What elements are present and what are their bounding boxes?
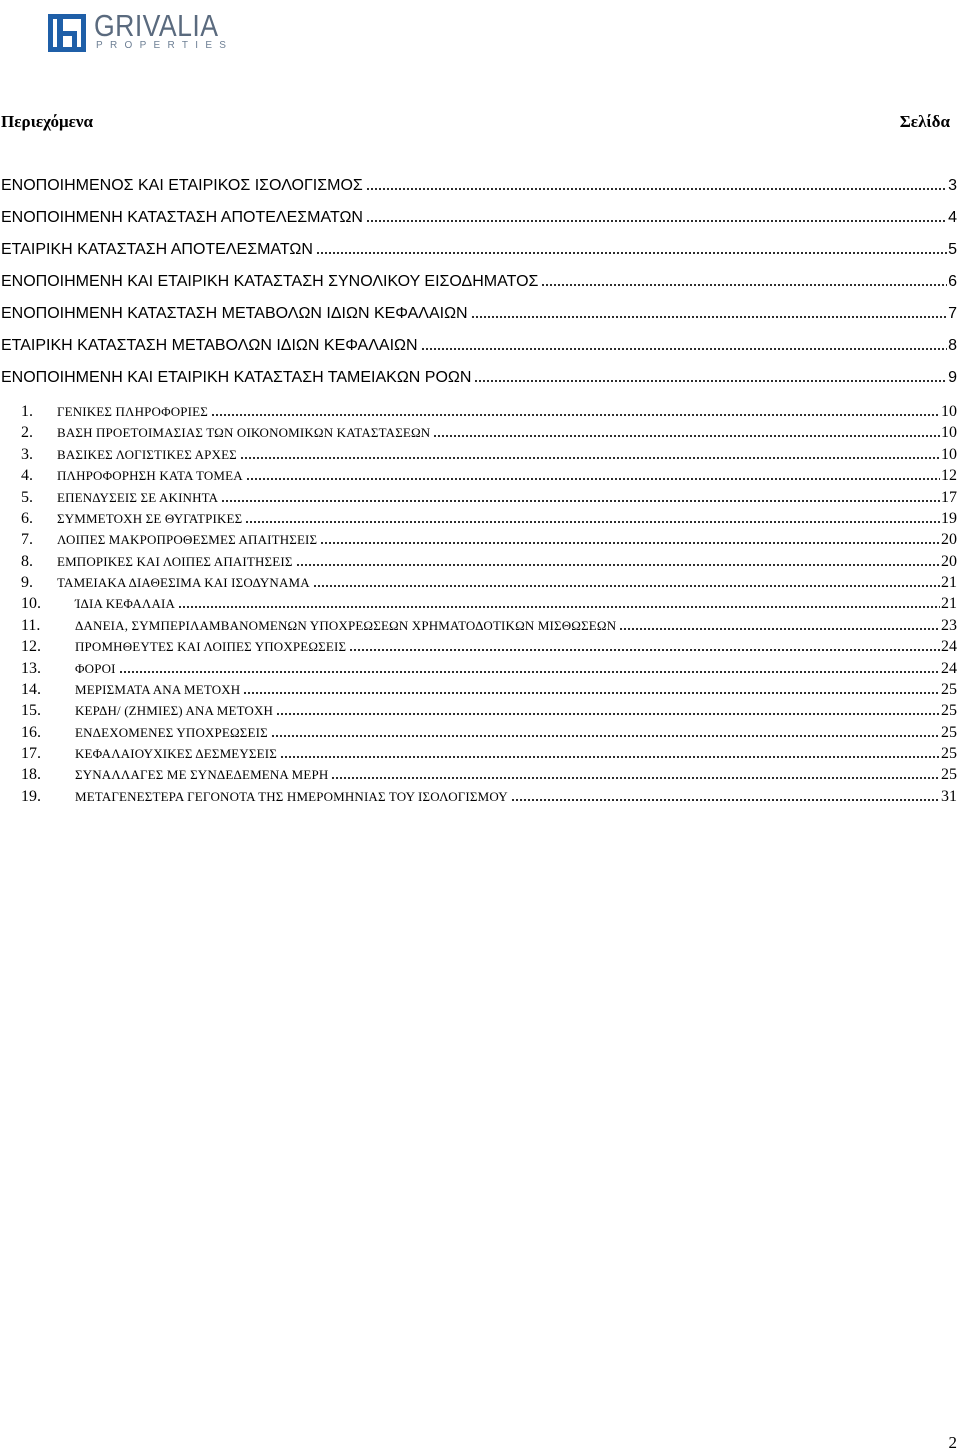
toc-entry-number: 16. bbox=[21, 723, 41, 741]
toc-entry-page: 10 bbox=[941, 403, 957, 420]
toc-leader bbox=[246, 521, 940, 523]
toc-leader bbox=[434, 435, 940, 437]
toc-entry-title: ΕΝΟΠΟΙΗΜΕΝΗ ΚΑΤΑΣΤΑΣΗ ΜΕΤΑΒΟΛΩΝ ΙΔΙΩΝ ΚΕΦΑΛΑΙΩΝ bbox=[1, 305, 468, 322]
toc-entry-number: 12. bbox=[21, 638, 41, 656]
toc-entry-page: 5 bbox=[948, 241, 957, 258]
toc-heading: Περιεχόμενα bbox=[1, 112, 93, 131]
toc-entry[interactable] bbox=[1, 202, 957, 234]
toc-entry-page: 17 bbox=[941, 488, 957, 506]
toc-entry[interactable] bbox=[21, 636, 957, 657]
toc-entry-number: 19. bbox=[21, 787, 41, 805]
toc-entry-title: ΕΜΠΟΡΙΚΕΣ ΚΑΙ ΛΟΙΠΕΣ ΑΠΑΙΤΗΣΕΙΣ bbox=[57, 553, 293, 569]
toc-entry-title: ΒΑΣΗ ΠΡΟΕΤΟΙΜΑΣΙΑΣ ΤΩΝ ΟΙΚΟΝΟΜΙΚΩΝ ΚΑΤΑΣΤΑΣΕΩΝ bbox=[57, 425, 431, 441]
toc-entry-page: 10 bbox=[941, 445, 957, 463]
toc-entry-number: 3. bbox=[21, 445, 33, 463]
toc-entry[interactable] bbox=[21, 508, 957, 529]
toc-entry-page: 23 bbox=[941, 616, 957, 634]
toc-entry-number: 4. bbox=[21, 467, 33, 485]
toc-entry-title: ΣΥΜΜΕΤΟΧΗ ΣΕ ΘΥΓΑΤΡΙΚΕΣ bbox=[57, 510, 243, 526]
toc-entry-page: 4 bbox=[948, 209, 957, 226]
toc-entry[interactable] bbox=[1, 298, 957, 330]
toc-entry-number: 15. bbox=[21, 702, 41, 720]
toc-leader bbox=[314, 585, 940, 587]
toc-entry[interactable] bbox=[1, 266, 957, 298]
toc-entry[interactable] bbox=[21, 615, 957, 636]
toc-entry[interactable] bbox=[1, 330, 957, 362]
logo-name: GRIVALIA bbox=[94, 8, 219, 43]
toc-leader bbox=[281, 756, 940, 758]
toc-entry[interactable] bbox=[21, 593, 957, 614]
toc-leader bbox=[620, 628, 940, 630]
toc-entry-number: 13. bbox=[21, 659, 41, 677]
toc-entry-title: ΒΑΣΙΚΕΣ ΛΟΓΙΣΤΙΚΕΣ ΑΡΧΕΣ bbox=[57, 446, 237, 462]
toc-entry-title: ΛΟΙΠΕΣ ΜΑΚΡΟΠΡΟΘΕΣΜΕΣ ΑΠΑΙΤΗΣΕΙΣ bbox=[57, 532, 318, 548]
toc-leader bbox=[244, 692, 940, 694]
toc-entry-page: 25 bbox=[941, 745, 957, 762]
toc-entry[interactable] bbox=[21, 658, 957, 679]
toc-entry[interactable] bbox=[21, 786, 957, 807]
toc-entry-page: 25 bbox=[941, 702, 957, 720]
toc-entry-title: ΕΠΕΝΔΥΣΕΙΣ ΣΕ ΑΚΙΝΗΤΑ bbox=[57, 489, 219, 505]
toc-entry[interactable] bbox=[21, 487, 957, 508]
toc-entry-number: 5. bbox=[21, 488, 33, 506]
toc-entry-page: 24 bbox=[941, 659, 957, 677]
toc-leader bbox=[422, 348, 948, 350]
toc-entry[interactable] bbox=[21, 529, 957, 550]
toc-entry[interactable] bbox=[21, 572, 957, 593]
toc-entry-page: 8 bbox=[948, 337, 957, 354]
toc-leader bbox=[475, 380, 947, 382]
toc-entry-page: 21 bbox=[941, 574, 957, 591]
toc-entry-page: 25 bbox=[941, 723, 957, 741]
toc-leader bbox=[350, 649, 940, 651]
toc-entry-number: 7. bbox=[21, 531, 33, 549]
toc-entry-number: 18. bbox=[21, 766, 41, 784]
toc-entry-page: 24 bbox=[941, 638, 957, 656]
toc-entry[interactable] bbox=[21, 679, 957, 700]
toc-leader bbox=[179, 606, 940, 608]
notes-toc-list bbox=[21, 401, 957, 807]
toc-entry-page: 20 bbox=[941, 552, 957, 570]
toc-entry-page: 7 bbox=[948, 305, 957, 322]
toc-entry[interactable] bbox=[21, 401, 957, 422]
toc-entry-page: 6 bbox=[948, 273, 957, 290]
toc-leader bbox=[317, 252, 947, 254]
toc-leader bbox=[321, 542, 940, 544]
logo-tagline: PROPERTIES bbox=[96, 40, 234, 51]
toc-leader bbox=[512, 799, 940, 801]
toc-entry-page: 21 bbox=[941, 595, 957, 613]
toc-entry-title: ΓΕΝΙΚΕΣ ΠΛΗΡΟΦΟΡΙΕΣ bbox=[57, 404, 208, 419]
toc-page-column-heading: Σελίδα bbox=[899, 112, 950, 131]
toc-entry-title: ΊΔΙΑ ΚΕΦΑΛΑΙΑ bbox=[75, 596, 176, 612]
toc-leader bbox=[367, 188, 947, 190]
toc-entry-title: ΕΝΟΠΟΙΗΜΕΝΗ ΚΑΤΑΣΤΑΣΗ ΑΠΟΤΕΛΕΣΜΑΤΩΝ bbox=[1, 209, 363, 226]
toc-leader bbox=[120, 671, 940, 673]
toc-entry-number: 6. bbox=[21, 509, 33, 527]
toc-leader bbox=[542, 284, 947, 286]
toc-entry-number: 2. bbox=[21, 424, 33, 442]
toc-entry[interactable] bbox=[21, 722, 957, 743]
toc-entry-title: ΦΟΡΟΙ bbox=[75, 660, 116, 676]
toc-entry-title: ΚΕΦΑΛΑΙΟΥΧΙΚΕΣ ΔΕΣΜΕΥΣΕΙΣ bbox=[75, 746, 277, 761]
toc-leader bbox=[332, 777, 940, 779]
toc-leader bbox=[247, 478, 940, 480]
toc-entry[interactable] bbox=[1, 362, 957, 394]
toc-entry-page: 25 bbox=[941, 766, 957, 784]
page-number: 2 bbox=[948, 1433, 957, 1452]
toc-entry-number: 10. bbox=[21, 595, 41, 613]
toc-leader bbox=[367, 220, 947, 222]
toc-entry[interactable] bbox=[21, 700, 957, 721]
toc-entry-number: 1. bbox=[21, 403, 33, 420]
toc-entry-title: ΕΝΟΠΟΙΗΜΕΝΗ ΚΑΙ ΕΤΑΙΡΙΚΗ ΚΑΤΑΣΤΑΣΗ ΤΑΜΕΙΑΚΩΝ ΡΟΩΝ bbox=[1, 369, 472, 386]
toc-entry-title: ΕΝΟΠΟΙΗΜΕΝΗ ΚΑΙ ΕΤΑΙΡΙΚΗ ΚΑΤΑΣΤΑΣΗ ΣΥΝΟΛΙΚΟΥ ΕΙΣΟΔΗΜΑΤΟΣ bbox=[1, 273, 539, 290]
toc-entry-title: ΕΝΟΠΟΙΗΜΕΝΟΣ ΚΑΙ ΕΤΑΙΡΙΚΟΣ ΙΣΟΛΟΓΙΣΜΟΣ bbox=[1, 177, 363, 194]
toc-entry-page: 20 bbox=[941, 531, 957, 549]
toc-entry-title: ΤΑΜΕΙΑΚΑ ΔΙΑΘΕΣΙΜΑ ΚΑΙ ΙΣΟΔΥΝΑΜΑ bbox=[57, 575, 310, 590]
toc-leader bbox=[222, 500, 940, 502]
toc-entry-title: ΠΛΗΡΟΦΟΡΗΣΗ ΚΑΤΑ ΤΟΜΕΑ bbox=[57, 468, 243, 484]
grivalia-logo-icon bbox=[48, 14, 86, 52]
toc-entry-page: 3 bbox=[948, 177, 957, 194]
main-toc-list bbox=[1, 170, 957, 394]
toc-leader bbox=[277, 713, 940, 715]
toc-entry-title: ΔΑΝΕΙΑ, ΣΥΜΠΕΡΙΛΑΜΒΑΝΟΜΕΝΩΝ ΥΠΟΧΡΕΩΣΕΩΝ ΧΡΗΜΑΤΟΔΟΤΙΚΩΝ ΜΙΣΘΩΣΕΩΝ bbox=[75, 617, 617, 633]
toc-leader bbox=[212, 414, 940, 416]
toc-entry-title: ΣΥΝΑΛΛΑΓΕΣ ΜΕ ΣΥΝΔΕΔΕΜΕΝΑ ΜΕΡΗ bbox=[75, 767, 329, 783]
toc-entry-number: 9. bbox=[21, 574, 33, 591]
toc-entry-page: 9 bbox=[948, 369, 957, 386]
toc-entry-number: 8. bbox=[21, 552, 33, 570]
toc-entry[interactable] bbox=[21, 444, 957, 465]
toc-entry-title: ΚΕΡΔΗ/ (ΖΗΜΙΕΣ) ΑΝΑ ΜΕΤΟΧΗ bbox=[75, 703, 274, 719]
toc-entry-number: 17. bbox=[21, 745, 41, 762]
toc-entry[interactable] bbox=[21, 422, 957, 443]
toc-entry[interactable] bbox=[1, 170, 957, 202]
toc-leader bbox=[472, 316, 948, 318]
toc-leader bbox=[297, 564, 940, 566]
toc-leader bbox=[272, 735, 940, 737]
toc-entry-number: 14. bbox=[21, 680, 41, 698]
toc-leader bbox=[241, 457, 940, 459]
toc-entry[interactable] bbox=[21, 465, 957, 486]
toc-entry-title: ΕΝΔΕΧΟΜΕΝΕΣ ΥΠΟΧΡΕΩΣΕΙΣ bbox=[75, 724, 268, 740]
toc-entry-title: ΠΡΟΜΗΘΕΥΤΕΣ ΚΑΙ ΛΟΙΠΕΣ ΥΠΟΧΡΕΩΣΕΙΣ bbox=[75, 639, 347, 655]
toc-entry[interactable] bbox=[21, 743, 957, 764]
toc-entry-number: 11. bbox=[21, 616, 41, 634]
toc-entry-page: 19 bbox=[941, 509, 957, 527]
toc-entry-title: ΕΤΑΙΡΙΚΗ ΚΑΤΑΣΤΑΣΗ ΜΕΤΑΒΟΛΩΝ ΙΔΙΩΝ ΚΕΦΑΛΑΙΩΝ bbox=[1, 337, 418, 354]
toc-entry-page: 25 bbox=[941, 680, 957, 698]
toc-entry-page: 12 bbox=[941, 467, 957, 485]
toc-entry-page: 31 bbox=[941, 787, 957, 805]
toc-entry-title: ΜΕΤΑΓΕΝΕΣΤΕΡΑ ΓΕΓΟΝΟΤΑ ΤΗΣ ΗΜΕΡΟΜΗΝΙΑΣ ΤΟΥ ΙΣΟΛΟΓΙΣΜΟΥ bbox=[75, 788, 508, 804]
toc-entry-title: ΕΤΑΙΡΙΚΗ ΚΑΤΑΣΤΑΣΗ ΑΠΟΤΕΛΕΣΜΑΤΩΝ bbox=[1, 241, 313, 258]
toc-entry-page: 10 bbox=[941, 424, 957, 442]
toc-entry[interactable] bbox=[21, 551, 957, 572]
toc-entry[interactable] bbox=[21, 764, 957, 785]
toc-entry[interactable] bbox=[1, 234, 957, 266]
toc-entry-title: ΜΕΡΙΣΜΑΤΑ ΑΝΑ ΜΕΤΟΧΗ bbox=[75, 681, 241, 697]
